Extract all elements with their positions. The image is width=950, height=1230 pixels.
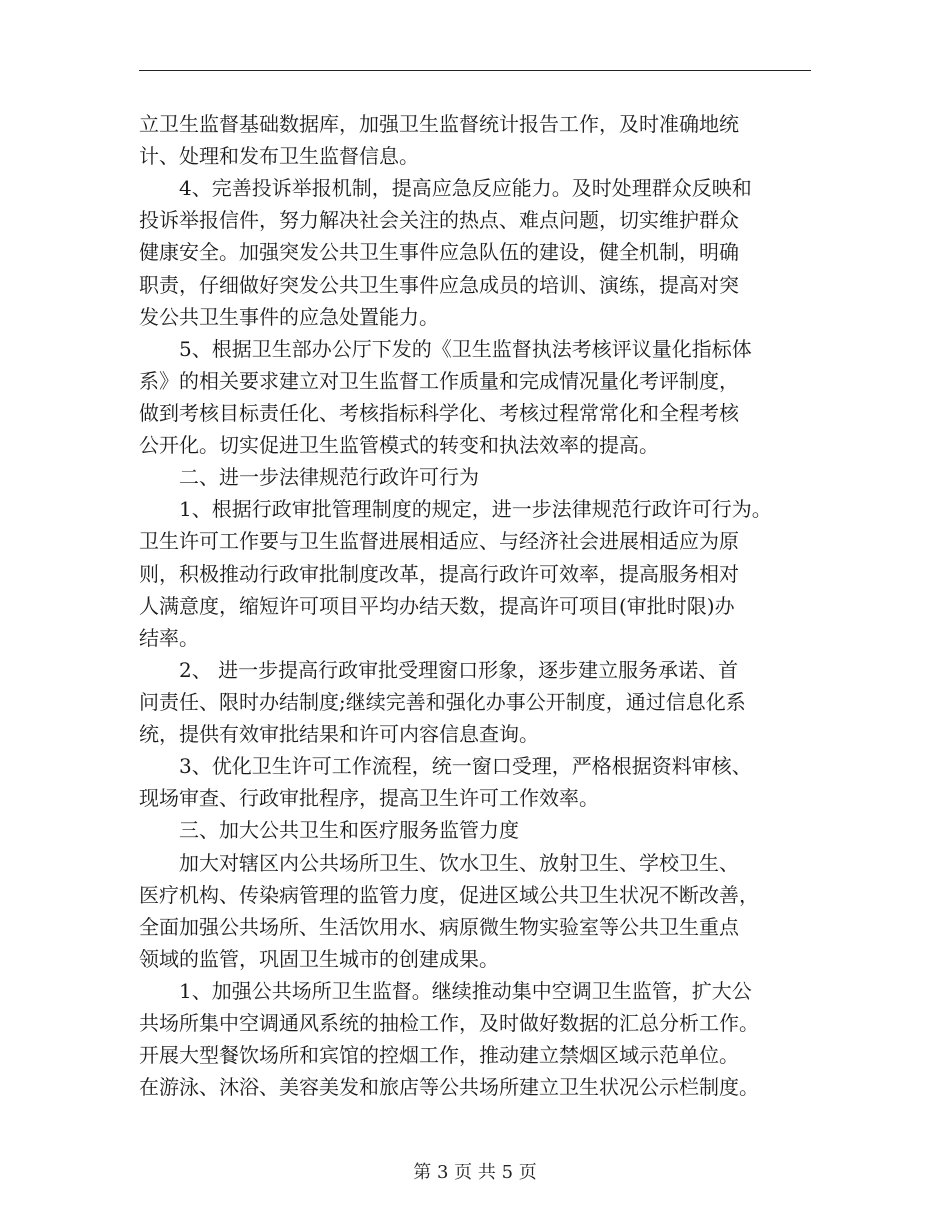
text-line: 领域的监管，巩固卫生城市的创建成果。	[139, 946, 499, 971]
text-line: 二、进一步法律规范行政许可行为	[179, 465, 479, 490]
text-line: 投诉举报信件，努力解决社会关注的热点、难点问题，切实维护群众	[139, 208, 739, 233]
text-line: 共场所集中空调通风系统的抽检工作，及时做好数据的汇总分析工作。	[139, 1011, 759, 1036]
text-line: 开展大型餐饮场所和宾馆的控烟工作，推动建立禁烟区域示范单位。	[139, 1043, 739, 1068]
text-line: 公开化。切实促进卫生监管模式的转变和执法效率的提高。	[139, 433, 659, 458]
document-body	[139, 108, 839, 1103]
text-line: 5、根据卫生部办公厅下发的《卫生监督执法考核评议量化指标体	[179, 336, 752, 361]
text-line: 人满意度，缩短许可项目平均办结天数，提高许可项目(审批时限)办	[139, 593, 735, 618]
text-line: 现场审查、行政审批程序，提高卫生许可工作效率。	[139, 786, 599, 811]
text-line: 则，积极推动行政审批制度改革，提高行政许可效率，提高服务相对	[139, 561, 739, 586]
text-line: 1、加强公共场所卫生监督。继续推动集中空调卫生监管，扩大公	[179, 978, 752, 1003]
text-line: 立卫生监督基础数据库，加强卫生监督统计报告工作，及时准确地统	[139, 112, 739, 136]
text-line: 问责任、限时办结制度;继续完善和强化办事公开制度，通过信息化系	[139, 689, 746, 714]
text-line: 系》的相关要求建立对卫生监督工作质量和完成情况量化考评制度，	[139, 368, 739, 393]
text-line: 1、根据行政审批管理制度的规定，进一步法律规范行政许可行为。	[179, 497, 772, 522]
text-line: 职责，仔细做好突发公共卫生事件应急成员的培训、演练，提高对突	[139, 272, 739, 297]
header-rule	[139, 70, 811, 71]
text-line: 加大对辖区内公共场所卫生、饮水卫生、放射卫生、学校卫生、	[179, 850, 739, 875]
text-line: 在游泳、沐浴、美容美发和旅店等公共场所建立卫生状况公示栏制度。	[139, 1075, 759, 1100]
text-line: 卫生许可工作要与卫生监督进展相适应、与经济社会进展相适应为原	[139, 529, 739, 554]
text-line: 三、加大公共卫生和医疗服务监管力度	[179, 818, 519, 843]
text-line: 结率。	[139, 625, 199, 650]
text-line: 发公共卫生事件的应急处置能力。	[139, 304, 439, 329]
text-line: 做到考核目标责任化、考核指标科学化、考核过程常常化和全程考核	[139, 400, 739, 425]
text-line: 计、处理和发布卫生监督信息。	[139, 144, 419, 169]
text-line: 4、完善投诉举报机制，提高应急反应能力。及时处理群众反映和	[179, 176, 752, 201]
text-line: 统，提供有效审批结果和许可内容信息查询。	[139, 722, 539, 747]
text-line: 2、 进一步提高行政审批受理窗口形象，逐步建立服务承诺、首	[179, 657, 739, 682]
page-footer: 第 3 页 共 5 页	[413, 1162, 537, 1183]
text-line: 健康安全。加强突发公共卫生事件应急队伍的建设，健全机制，明确	[139, 240, 739, 265]
text-line: 3、优化卫生许可工作流程，统一窗口受理，严格根据资料审核、	[179, 754, 752, 779]
text-line: 全面加强公共场所、生活饮用水、病原微生物实验室等公共卫生重点	[139, 914, 739, 939]
text-line: 医疗机构、传染病管理的监管力度，促进区域公共卫生状况不断改善，	[139, 882, 759, 907]
